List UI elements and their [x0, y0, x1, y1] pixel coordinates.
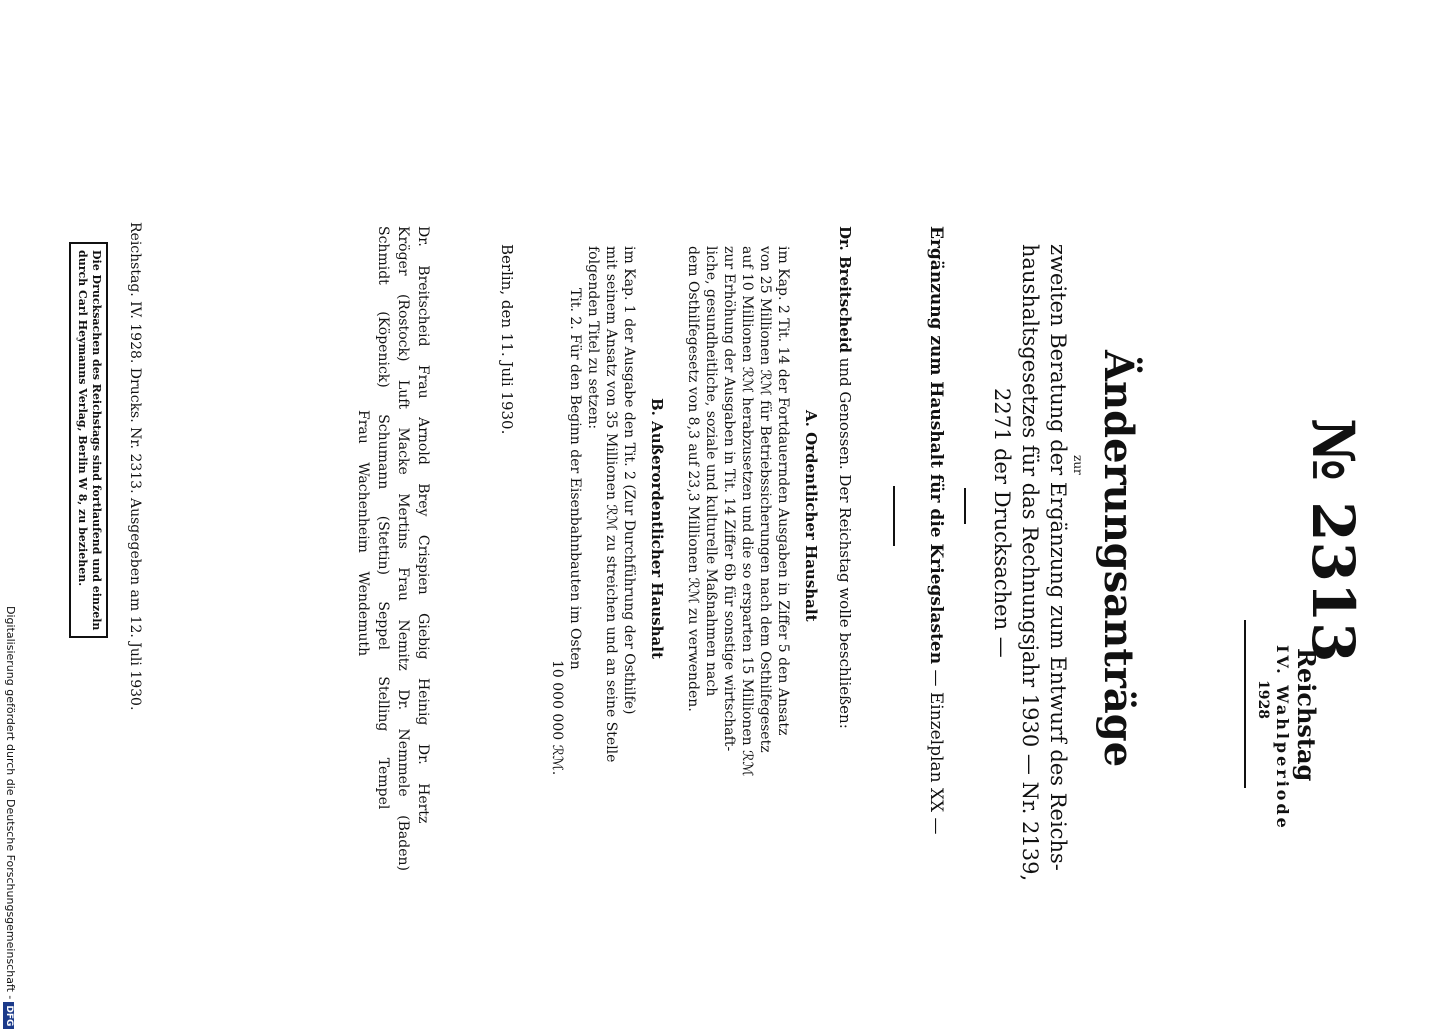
section-a-line-5: liche, gesundheitliche, soziale und kulturelle Maßnahmen nach	[703, 246, 719, 697]
parliament-label: Reichstag	[1292, 648, 1321, 782]
signature: Frau Arnold	[415, 364, 431, 465]
signature: Dr. Hertz	[415, 743, 431, 824]
notice-line-2: durch Carl Heymanns Verlag, Berlin W 8, zu beziehen.	[75, 250, 89, 587]
signature: Frau Wachenheim	[355, 410, 371, 553]
section-b-line-4: Tit. 2. Für den Beginn der Eisenbahnbauten im Osten	[567, 288, 583, 670]
section-a-title: A. Ordentlicher Haushalt	[802, 410, 820, 622]
signature: Macke	[395, 427, 411, 475]
signature: Crispien	[415, 534, 431, 595]
signature: Seppel	[375, 601, 391, 650]
section-b-line-1: im Kap. 1 der Ausgabe den Tit. 2 (Zur Durchführung der Osthilfe)	[621, 246, 637, 715]
signature: Wendemuth	[355, 571, 371, 657]
section-b-line-3: folgenden Titel zu setzen:	[585, 246, 601, 430]
section-heading	[927, 226, 944, 835]
digitization-credit	[3, 606, 16, 1029]
signature: Tempel	[375, 757, 391, 810]
signature: Stelling	[375, 676, 391, 732]
section-a-line-4: zur Erhöhung der Ausgaben in Tit. 14 Ziffer 6b für sonstige wirtschaft-	[721, 246, 737, 752]
notice-line-1: Die Drucksachen des Reichstags sind fortlaufend und einzeln	[90, 250, 103, 631]
document-number: № 2313	[1299, 418, 1367, 663]
subtitle-line-1: zweiten Beratung der Ergänzung zum Entwurf des Reichs-	[1046, 244, 1070, 871]
signature: Heinig	[415, 677, 431, 726]
section-a-line-6: dem Osthilfegesetz von 8,3 auf 23,3 Millionen ℛℳ zu verwenden.	[685, 246, 701, 712]
signature-row-1	[416, 226, 430, 823]
zur-label: zur	[1071, 455, 1085, 475]
signature: Mertins	[395, 493, 411, 549]
section-heading-rest: — Einzelplan XX —	[926, 664, 946, 835]
signature: Frau Nemitz	[395, 567, 411, 671]
signature: Schumann (Stettin)	[375, 414, 391, 575]
signature: Schmidt (Köpenick)	[375, 226, 391, 388]
motion-intro	[837, 226, 852, 729]
section-heading-bold: Ergänzung zum Haushalt für die Kriegslasten	[926, 226, 946, 665]
signature-row-2	[396, 226, 410, 871]
signature: Dr. Nemmele (Baden)	[395, 689, 411, 871]
heading-rule	[893, 486, 895, 546]
subtitle-line-3: 2271 der Drucksachen —	[990, 388, 1014, 658]
footer-line: Reichstag. IV. 1928. Drucks. Nr. 2313. Ausgegeben am 12. Juli 1930.	[127, 222, 143, 711]
section-b-line-2: mit seinem Ansatz von 35 Millionen ℛℳ zu streichen und an seine Stelle	[603, 246, 619, 763]
signature: Dr. Breitscheid	[415, 226, 431, 347]
distribution-notice	[69, 242, 108, 638]
motion-author: Dr. Breitscheid	[836, 226, 854, 353]
section-a-line-2: von 25 Millionen ℛℳ für Betriebssicherungen nach dem Osthilfegesetz	[757, 246, 773, 753]
motion-intro-rest: und Genossen. Der Reichstag wolle beschließen:	[836, 352, 854, 729]
subtitle-line-2: haushaltsgesetzes für das Rechnungsjahr 1930 — Nr. 2139,	[1018, 244, 1042, 882]
credit-text: Digitalisierung gefördert durch die Deutsche Forschungsgemeinschaft -	[4, 606, 17, 1000]
document-title: Änderungsanträge	[1095, 350, 1142, 768]
period-label: IV. Wahlperiode	[1273, 645, 1292, 831]
section-a-line-3: auf 10 Millionen ℛℳ herabzusetzen und die so ersparten 15 Millionen ℛℳ	[739, 246, 755, 777]
section-a-line-1: im Kap. 2 Tit. 14 der Fortdauernden Ausgaben in Ziffer 5 den Ansatz	[775, 246, 791, 736]
signature-row-4	[356, 410, 370, 656]
signature: Luft	[395, 379, 411, 410]
section-b-title: B. Außerordentlicher Haushalt	[648, 398, 666, 659]
signature: Brey	[415, 483, 431, 517]
signature: Giebig	[415, 613, 431, 660]
subtitle-rule	[964, 488, 966, 524]
dfg-logo: DFG	[3, 1002, 14, 1029]
signature-row-3	[376, 226, 390, 809]
header-rule	[1244, 620, 1246, 788]
date-line: Berlin, den 11. Juli 1930.	[498, 244, 516, 435]
year-label: 1928	[1255, 680, 1271, 719]
signature: Kröger (Rostock)	[395, 226, 411, 362]
section-b-line-5: 10 000 000 ℛℳ.	[549, 660, 565, 776]
